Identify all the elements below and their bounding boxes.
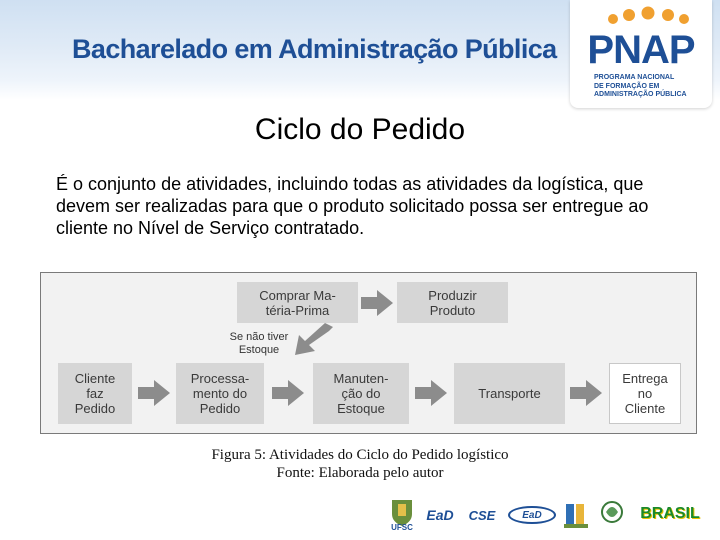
brasil-gov-logo: BRASIL (640, 505, 700, 522)
university-emblem-icon (562, 500, 590, 530)
order-cycle-diagram (40, 272, 697, 434)
body-paragraph: É o conjunto de atividades, incluindo todas as atividades da logística, que devem ser realizadas para que o produto solicitado possa ser entregue ao cliente no Nível de Serviço contratado. (56, 174, 649, 238)
box-entrega-cliente: Entrega no Cliente (609, 363, 681, 424)
logo-subtitle (594, 74, 694, 100)
ead-logo: EaD (426, 507, 454, 523)
logo-sub-line-1: PROGRAMA NACIONAL (594, 74, 675, 81)
ead-oval-logo: EaD (508, 506, 556, 524)
box-cliente-faz-pedido: Cliente faz Pedido (58, 363, 132, 424)
box-produzir-produto: Produzir Produto (397, 282, 508, 323)
figure-caption: Figura 5: Atividades do Ciclo do Pedido logístico (211, 447, 509, 463)
logo-sub-line-2: DE FORMAÇÃO EM (594, 82, 660, 90)
figure-source: Fonte: Elaborada pelo autor (276, 465, 444, 481)
capes-logo-icon (596, 498, 628, 528)
arrow-right-icon (359, 289, 395, 317)
ufsc-label: UFSC (391, 522, 413, 532)
arrow-right-icon (136, 379, 172, 407)
box-processamento-pedido: Processa- mento do Pedido (176, 363, 264, 424)
program-title: Bacharelado em Administração Pública (72, 34, 557, 64)
cse-logo: CSE (468, 507, 496, 523)
logo-sub-line-3: ADMINISTRAÇÃO PÚBLICA (594, 91, 687, 98)
box-transporte: Transporte (454, 363, 565, 424)
box-comprar-materia-prima: Comprar Ma- téria-Prima (237, 282, 358, 323)
box-manutencao-estoque: Manuten- ção do Estoque (313, 363, 409, 424)
slide-title: Ciclo do Pedido (254, 113, 466, 146)
pnap-logo (570, 0, 712, 108)
arrow-right-icon (413, 379, 449, 407)
arrow-right-icon (568, 379, 604, 407)
arrow-right-icon (270, 379, 306, 407)
logo-wordmark: PNAP (587, 28, 695, 72)
note-sem-estoque: Se não tiver Estoque (229, 331, 289, 356)
